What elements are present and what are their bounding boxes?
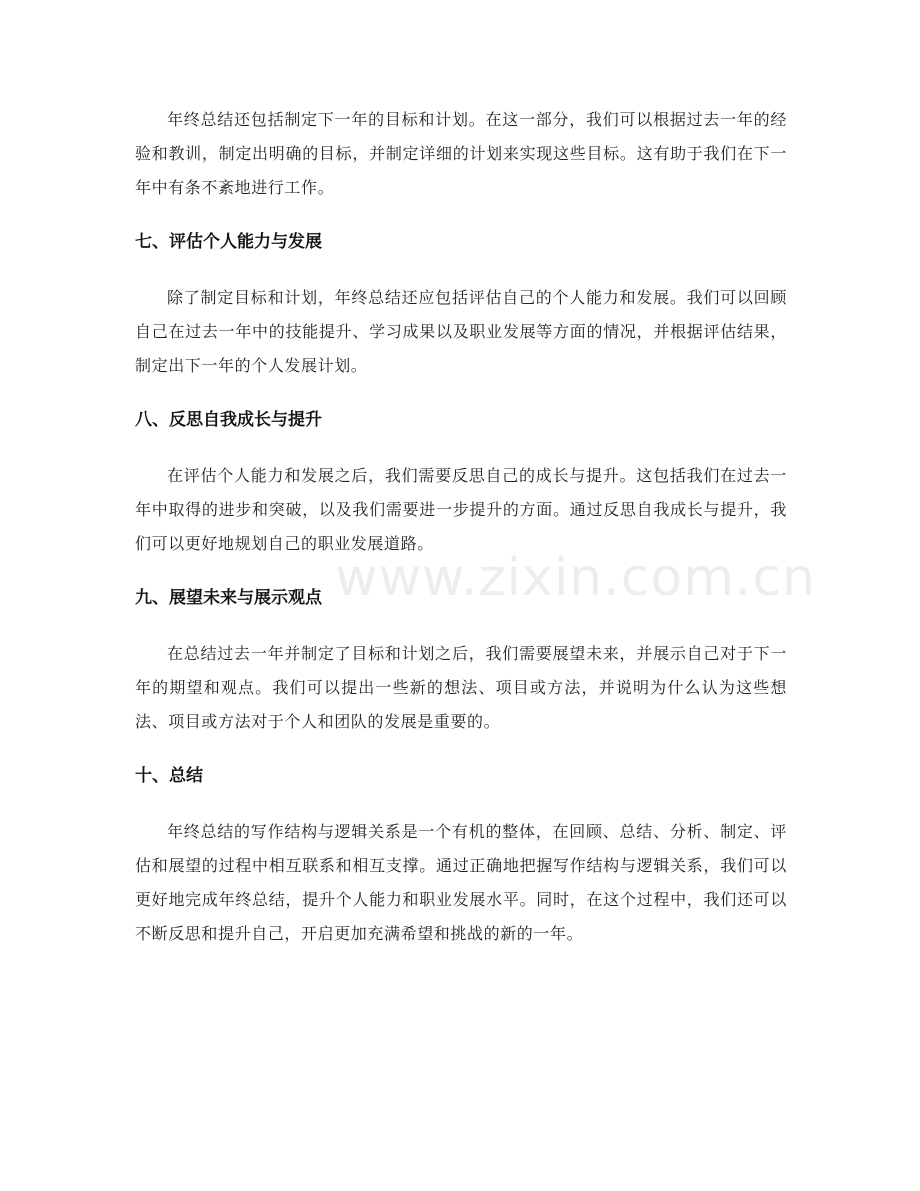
heading-section-7: 七、评估个人能力与发展 — [135, 232, 322, 252]
paragraph-section-10: 年终总结的写作结构与逻辑关系是一个有机的整体，在回顾、总结、分析、制定、评估和展望的过程中相互联系和相互支撑。通过正确地把握写作结构与逻辑关系，我们可以更好地完成年终总结，提升个人能力和职业发展水平。同时，在这个过程中，我们还可以不断反思和提升自己，开启更加充满希望和挑战的新的一年。 — [135, 822, 787, 943]
paragraph-goals-plans: 年终总结还包括制定下一年的目标和计划。在这一部分，我们可以根据过去一年的经验和教训，制定出明确的目标，并制定详细的计划来实现这些目标。这有助于我们在下一年中有条不紊地进行工作。 — [135, 110, 787, 197]
paragraph-section-8: 在评估个人能力和发展之后，我们需要反思自己的成长与提升。这包括我们在过去一年中取得的进步和突破，以及我们需要进一步提升的方面。通过反思自我成长与提升，我们可以更好地规划自己的职业发展道路。 — [135, 466, 787, 553]
document-body — [135, 103, 787, 951]
paragraph-section-9: 在总结过去一年并制定了目标和计划之后，我们需要展望未来，并展示自己对于下一年的期望和观点。我们可以提出一些新的想法、项目或方法，并说明为什么认为这些想法、项目或方法对于个人和团队的发展是重要的。 — [135, 644, 787, 731]
watermark: www.zixin.com.cn — [335, 548, 816, 608]
heading-section-9: 九、展望未来与展示观点 — [135, 588, 322, 608]
heading-section-10: 十、总结 — [135, 766, 203, 786]
heading-section-8: 八、反思自我成长与提升 — [135, 410, 322, 430]
paragraph-section-7: 除了制定目标和计划，年终总结还应包括评估自己的个人能力和发展。我们可以回顾自己在过去一年中的技能提升、学习成果以及职业发展等方面的情况，并根据评估结果，制定出下一年的个人发展计划。 — [135, 288, 787, 375]
